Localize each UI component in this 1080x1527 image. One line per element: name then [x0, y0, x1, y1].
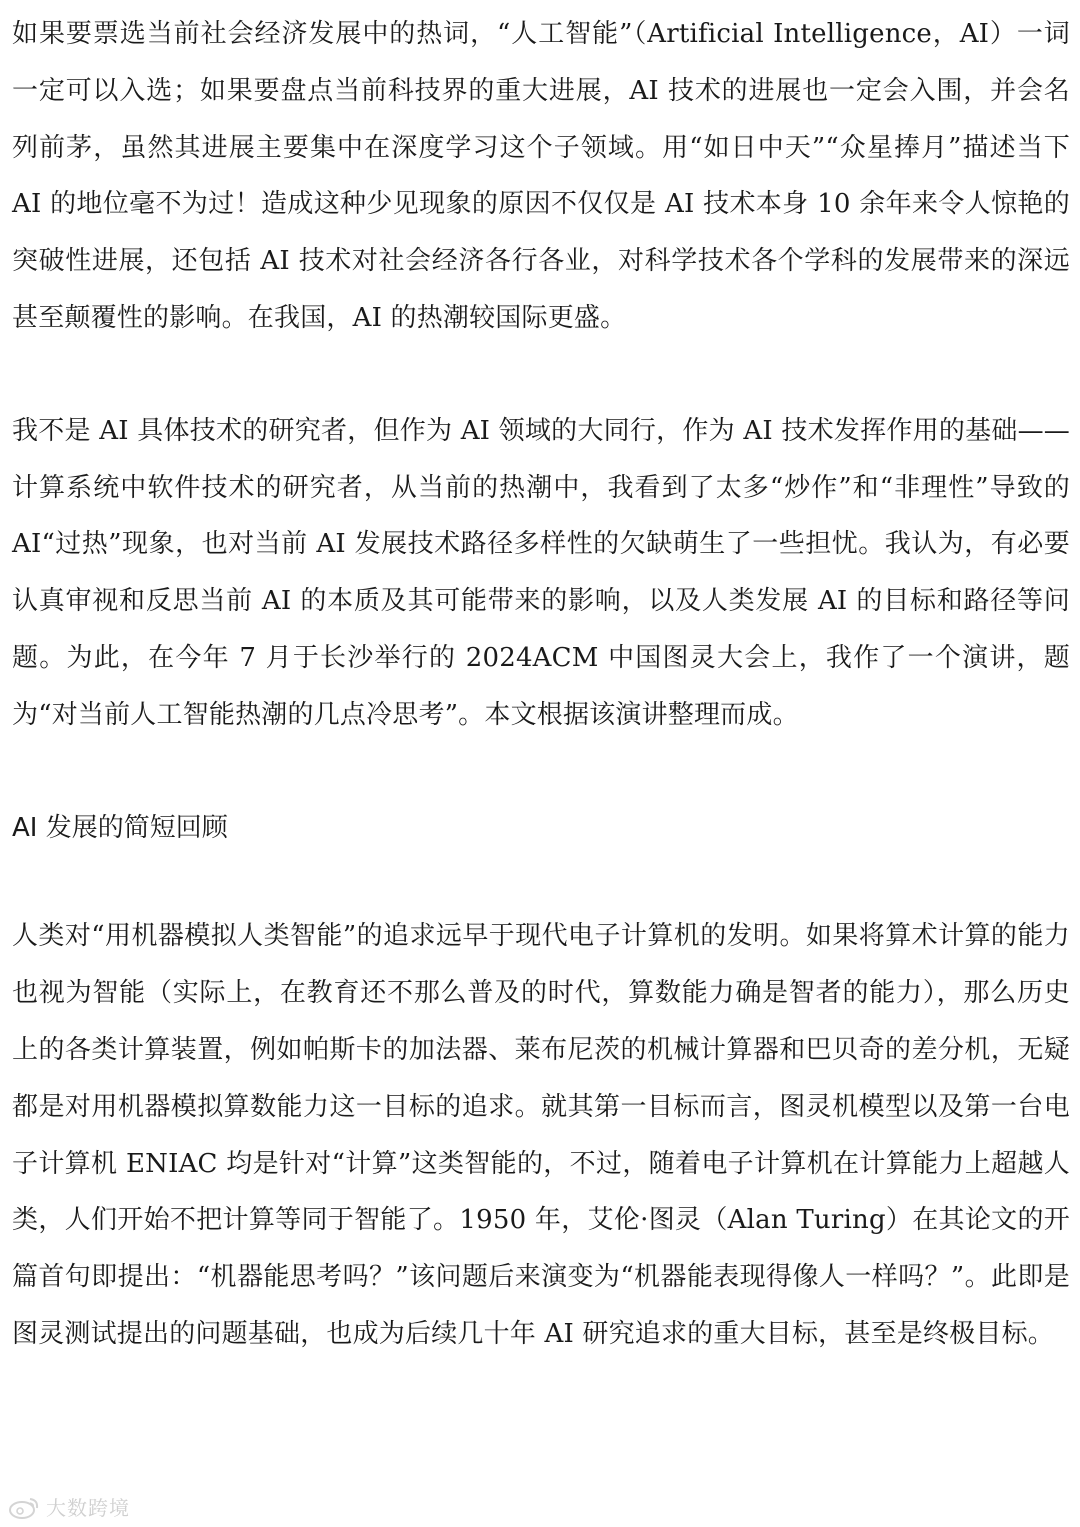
article-body [12, 6, 1070, 1363]
paragraph-spacer [12, 744, 1070, 800]
paragraph-history: 人类对“用机器模拟人类智能”的追求远早于现代电子计算机的发明。如果将算术计算的能力也视为智能（实际上，在教育还不那么普及的时代，算数能力确是智者的能力），那么历史上的各类计算装置，例如帕斯卡的加法器、莱布尼茨的机械计算器和巴贝奇的差分机，无疑都是对用机器模拟算数能力这一目标的追求。就其第一目标而言，图灵机模型以及第一台电子计算机 ENIAC 均是针对“计算”这类智能的，不过，随着电子计算机在计算能力上超越人类，人们开始不把计算等同于智能了。1950 年，艾伦·图灵（Alan Turing）在其论文的开篇首句即提出：“机器能思考吗？”该问题后来演变为“机器能表现得像人一样吗？”。此即是图灵测试提出的问题基础，也成为后续几十年 AI 研究追求的重大目标，甚至是终极目标。 [12, 921, 1070, 1349]
paragraph-intro: 如果要票选当前社会经济发展中的热词，“人工智能”（Artificial Intelligence，AI）一词一定可以入选；如果要盘点当前科技界的重大进展，AI 技术的进展也一定会入围，并会名列前茅，虽然其进展主要集中在深度学习这个子领域。用“如日中天”“众星捧月”描述当下 AI 的地位毫不为过！造成这种少见现象的原因不仅仅是 AI 技术本身 10 余年来令人惊艳的突破性进展，还包括 AI 技术对社会经济各行各业，对科学技术各个学科的发展带来的深远甚至颠覆性的影响。在我国，AI 的热潮较国际更盛。 [12, 19, 1070, 333]
paragraph-spacer [12, 856, 1070, 908]
paragraph-spacer [12, 347, 1070, 403]
weibo-logo-icon [8, 1494, 42, 1520]
section-heading: AI 发展的简短回顾 [12, 812, 228, 843]
watermark [8, 1492, 130, 1521]
paragraph-author-stance: 我不是 AI 具体技术的研究者，但作为 AI 领域的大同行，作为 AI 技术发挥作用的基础——计算系统中软件技术的研究者，从当前的热潮中，我看到了太多“炒作”和“非理性”导致的 AI“过热”现象，也对当前 AI 发展技术路径多样性的欠缺萌生了一些担忧。我认为，有必要认真审视和反思当前 AI 的本质及其可能带来的影响，以及人类发展 AI 的目标和路径等问题。为此，在今年 7 月于长沙举行的 2024ACM 中国图灵大会上，我作了一个演讲，题为“对当前人工智能热潮的几点冷思考”。本文根据该演讲整理而成。 [12, 415, 1070, 730]
watermark-text: 大数跨境 [46, 1496, 130, 1520]
